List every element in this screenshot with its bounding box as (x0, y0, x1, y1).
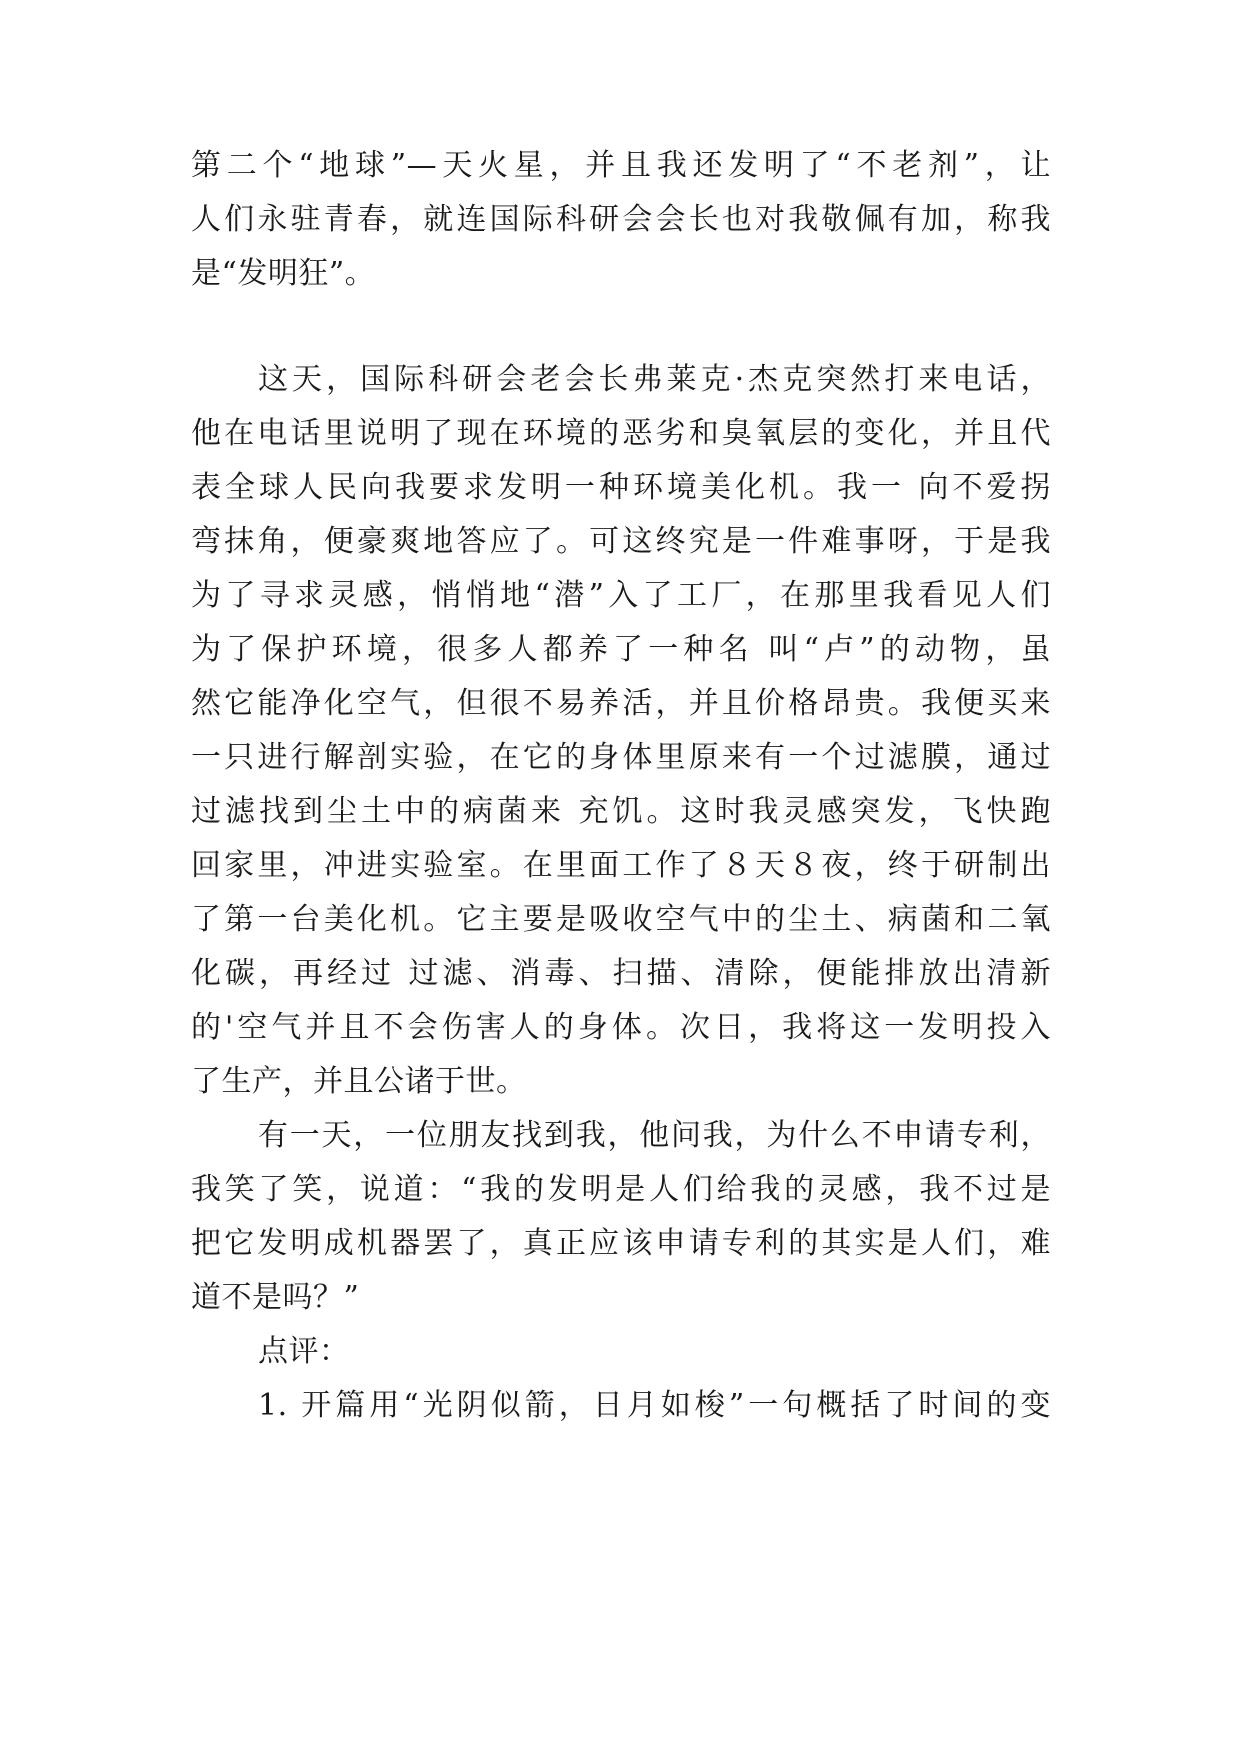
text-line: 他在电话里说明了现在环境的恶劣和臭氧层的变化，并且代 (191, 416, 1051, 451)
text-line: 弯抹角，便豪爽地答应了。可这终究是一件难事呀，于是我 (191, 524, 1051, 559)
text-line: 一只进行解剖实验，在它的身体里原来有一个过滤膜，通过 (191, 740, 1051, 775)
text-line: 我笑了笑，说道：“我的发明是人们给我的灵感，我不过是 (191, 1172, 1051, 1207)
text-line: 然它能净化空气，但很不易养活，并且价格昂贵。我便买来 (191, 686, 1051, 721)
text-line: 第二个“地球”—天火星，并且我还发明了“不老剂”，让 (191, 148, 1051, 183)
text-line: 人们永驻青春，就连国际科研会会长也对我敬佩有加，称我 (191, 202, 1051, 237)
text-line: 有一天，一位朋友找到我，他问我，为什么不申请专利， (258, 1118, 1051, 1153)
text-line: 过滤找到尘土中的病菌来 充饥。这时我灵感突发，飞快跑 (191, 794, 1051, 829)
text-line: 表全球人民向我要求发明一种环境美化机。我一 向不爱拐 (191, 470, 1051, 505)
text-line: 了生产，并且公诸于世。 (191, 1064, 527, 1099)
text-line: 为了寻求灵感，悄悄地“潜”入了工厂，在那里我看见人们 (191, 578, 1051, 613)
text-line: 道不是吗？” (191, 1280, 360, 1315)
text-line: 是“发明狂”。 (191, 256, 376, 291)
text-line: 把它发明成机器罢了，真正应该申请专利的其实是人们，难 (191, 1226, 1051, 1261)
text-line: 化碳，再经过 过滤、消毒、扫描、清除，便能排放出清新 (191, 956, 1051, 991)
text-line: 1. 开篇用“光阴似箭，日月如梭”一句概括了时间的变 (258, 1388, 1051, 1423)
text-line: 这天，国际科研会老会长弗莱克·杰克突然打来电话， (258, 362, 1051, 397)
text-line: 了第一台美化机。它主要是吸收空气中的尘土、病菌和二氧 (191, 902, 1051, 937)
text-line: 为了保护环境，很多人都养了一种名 叫“卢”的动物，虽 (191, 632, 1051, 667)
section-label: 点评： (258, 1334, 350, 1369)
text-line: 回家里，冲进实验室。在里面工作了８天８夜，终于研制出 (191, 848, 1051, 883)
text-line: 的'空气并且不会伤害人的身体。次日，我将这一发明投入 (191, 1010, 1051, 1045)
